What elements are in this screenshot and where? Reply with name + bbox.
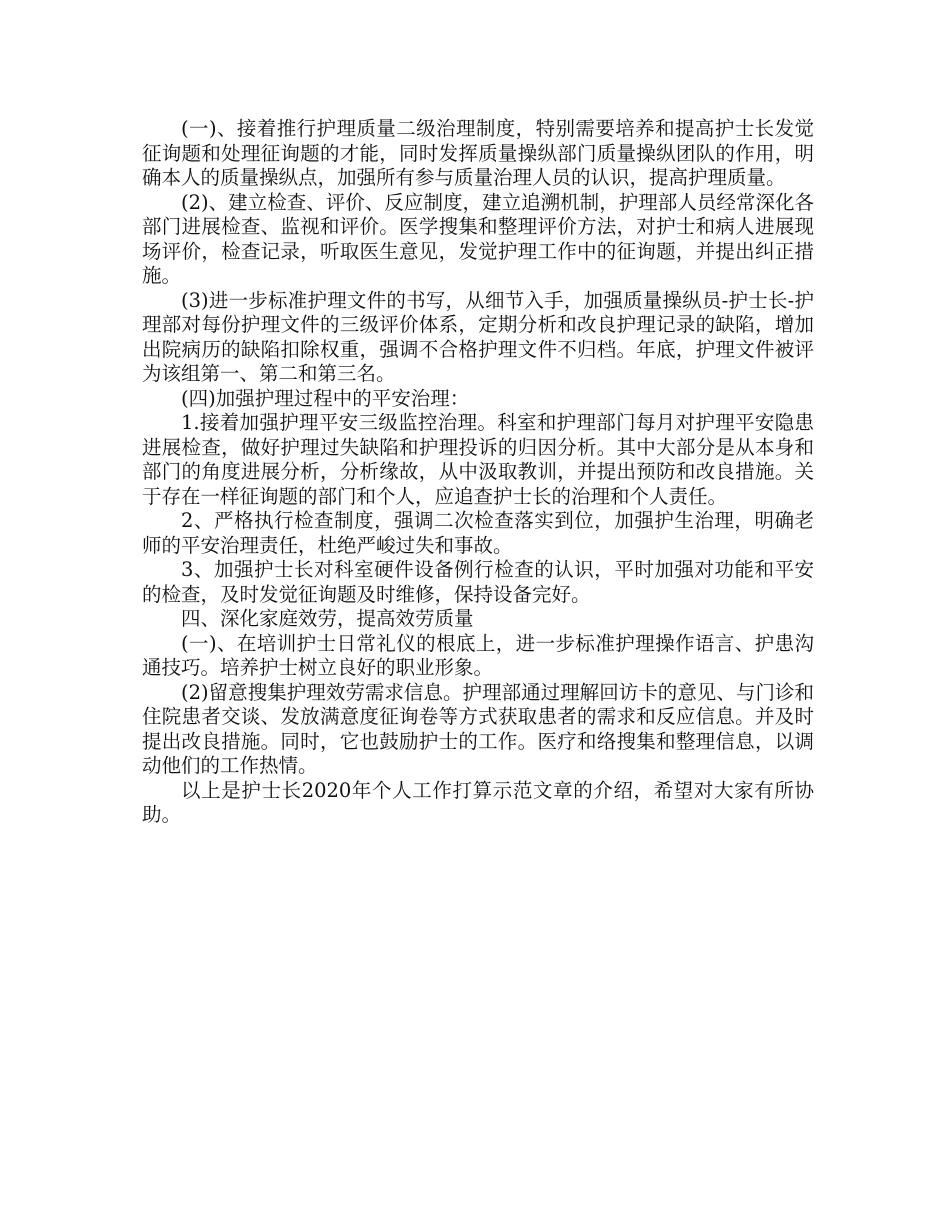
paragraph-inspection-evaluation: (2)、建立检查、评价、反应制度，建立追溯机制，护理部人员经常深化各部门进展检查、监视和评价。医学搜集和整理评价方法，对护士和病人进展现场评价，检查记录，听取医生意见，发觉护理工作中的征询题，并提出纠正措施。 [142, 190, 814, 287]
document-body [142, 117, 814, 828]
paragraph-safety-heading: (四)加强护理过程中的平安治理： [181, 386, 470, 410]
paragraph-service-heading: 四、深化家庭效劳，提高效劳质量 [181, 607, 474, 630]
paragraph-nursing-documents: (3)进一步标准护理文件的书写，从细节入手，加强质量操纵员-护士长-护理部对每份护理文件的三级评价体系，定期分析和改良护理记录的缺陷，增加出院病历的缺陷扣除权重，强调不合格护理文件不归档。年底，护理文件被评为该组第一、第二和第三名。 [142, 288, 814, 385]
paragraph-etiquette-training: (一)、在培训护士日常礼仪的根底上，进一步标准护理操作语言、护患沟通技巧。培养护士树立良好的职业形象。 [142, 631, 814, 679]
paragraph-quality-management: (一)、接着推行护理质量二级治理制度，特别需要培养和提高护士长发觉征询题和处理征询题的才能，同时发挥质量操纵部门质量操纵团队的作用，明确本人的质量操纵点，加强所有参与质量治理人员的认识，提高护理质量。 [142, 117, 814, 189]
paragraph-safety-monitoring: 1.接着加强护理平安三级监控治理。科室和护理部门每月对护理平安隐患进展检查，做好护理过失缺陷和护理投诉的归因分析。其中大部分是从本身和部门的角度进展分析，分析缘故，从中汲取教训，并提出预防和改良措施。关于存在一样征询题的部门和个人，应追查护士长的治理和个人责任。 [142, 411, 814, 508]
paragraph-equipment-inspection: 3、加强护士长对科室硬件设备例行检查的认识，平时加强对功能和平安的检查，及时发觉征询题及时维修，保持设备完好。 [142, 558, 814, 606]
paragraph-check-system: 2、严格执行检查制度，强调二次检查落实到位，加强护生治理，明确老师的平安治理责任，杜绝严峻过失和事故。 [142, 509, 814, 557]
paragraph-conclusion: 以上是护士长2020年个人工作打算示范文章的介绍，希望对大家有所协助。 [142, 778, 814, 826]
paragraph-service-needs: (2)留意搜集护理效劳需求信息。护理部通过理解回访卡的意见、与门诊和住院患者交谈、发放满意度征询卷等方式获取患者的需求和反应信息。并及时提出改良措施。同时，它也鼓励护士的工作。医疗和络搜集和整理信息，以调动他们的工作热情。 [142, 680, 814, 777]
